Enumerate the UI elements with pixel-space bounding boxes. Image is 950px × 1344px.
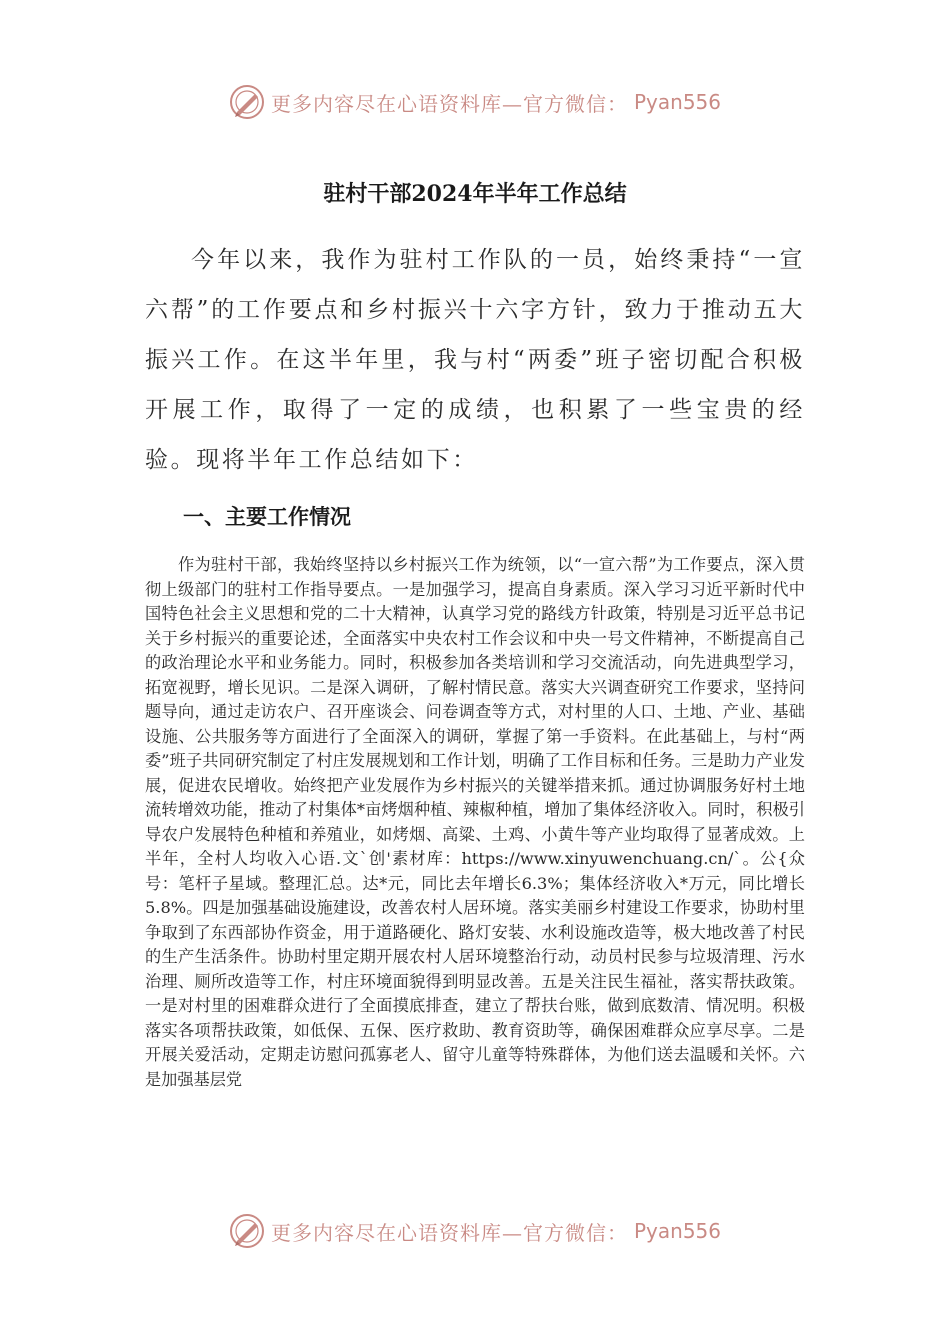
- section-heading-main-work: 一、主要工作情况: [183, 504, 351, 529]
- watermark-wechat-id: Pyan556: [633, 90, 721, 114]
- watermark-footer: [0, 1211, 950, 1251]
- watermark-wechat-id: Pyan556: [633, 1219, 721, 1243]
- section-body-paragraph: 作为驻村干部，我始终坚持以乡村振兴工作为统领，以“一宣六帮”为工作要点，深入贯彻上级部门的驻村工作指导要点。一是加强学习，提高自身素质。深入学习习近平新时代中国特色社会主义思想和党的二十大精神，认真学习党的路线方针政策，特别是习近平总书记关于乡村振兴的重要论述，全面落实中央农村工作会议和中央一号文件精神，不断提高自己的政治理论水平和业务能力。同时，积极参加各类培训和学习交流活动，向先进典型学习，拓宽视野，增长见识。二是深入调研，了解村情民意。落实大兴调查研究工作要求，坚持问题导向，通过走访农户、召开座谈会、问卷调查等方式，对村里的人口、土地、产业、基础设施、公共服务等方面进行了全面深入的调研，掌握了第一手资料。在此基础上，与村“两委”班子共同研究制定了村庄发展规划和工作计划，明确了工作目标和任务。三是助力产业发展，促进农民增收。始终把产业发展作为乡村振兴的关键举措来抓。通过协调服务好村土地流转增效功能，推动了村集体*亩烤烟种植、辣椒种植，增加了集体经济收入。同时，积极引导农户发展特色种植和养殖业，如烤烟、高粱、土鸡、小黄牛等产业均取得了显著成效。上半年，全村人均收入心语.文`创'素材库：https://www.xinyuwenchuang.cn/`。公{众号：笔杆子星域。整理汇总。达*元，同比去年增长6.3%；集体经济收入*万元，同比增长5.8%。四是加强基础设施建设，改善农村人居环境。落实美丽乡村建设工作要求，协助村里争取到了东西部协作资金，用于道路硬化、路灯安装、水利设施改造等，极大地改善了村民的生产生活条件。协助村里定期开展农村人居环境整治行动，动员村民参与垃圾清理、污水治理、厕所改造等工作，村庄环境面貌得到明显改善。五是关注民生福祉，落实帮扶政策。一是对村里的困难群众进行了全面摸底排查，建立了帮扶台账，做到底数清、情况明。积极落实各项帮扶政策，如低保、五保、医疗救助、教育资助等，确保困难群众应享尽享。二是开展关爱活动，定期走访慰问孤寡老人、留守儿童等特殊群体，为他们送去温暖和关怀。六是加强基层党: [145, 555, 805, 1089]
- document-title: 驻村干部2024年半年工作总结: [323, 181, 627, 207]
- watermark-text: 更多内容尽在心语资料库—官方微信：: [270, 91, 628, 116]
- intro-paragraph: 今年以来，我作为驻村工作队的一员，始终秉持“一宣六帮”的工作要点和乡村振兴十六字方针，致力于推动五大振兴工作。在这半年里，我与村“两委”班子密切配合积极开展工作，取得了一定的成绩，也积累了一些宝贵的经验。现将半年工作总结如下：: [145, 247, 805, 473]
- pen-logo-icon: [229, 1213, 265, 1249]
- pen-logo-icon: [229, 84, 265, 120]
- watermark-header: [0, 82, 950, 122]
- watermark-text: 更多内容尽在心语资料库—官方微信：: [270, 1220, 628, 1245]
